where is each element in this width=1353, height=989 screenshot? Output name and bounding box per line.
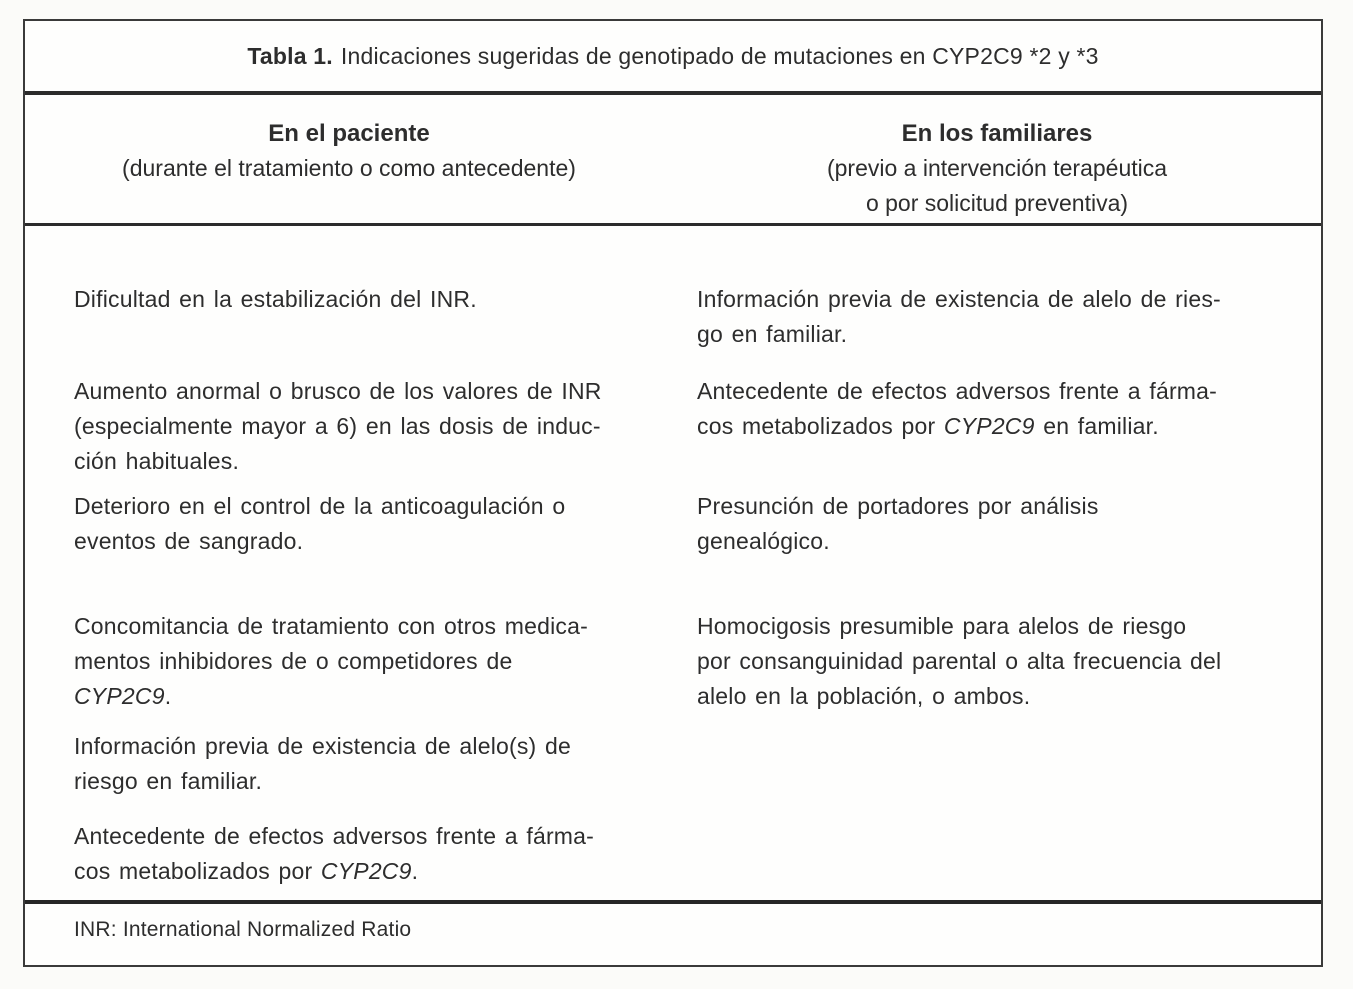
header-cell-paciente [25,116,673,223]
text-line [697,644,1268,679]
text-line [74,644,649,679]
table-row [74,609,1268,729]
text-segment: cos metabolizados por [697,413,944,439]
text-line [74,819,649,854]
text-line [74,374,649,409]
column-subheading-paciente [25,151,673,186]
text-line [673,151,1321,186]
text-segment: Deterioro en el control de la anticoagulación o [74,493,566,519]
text-line [697,409,1268,444]
text-segment: Aumento anormal o brusco de los valores de INR [74,378,602,404]
table-row [74,729,1268,819]
header-cell-familiares [673,116,1321,223]
text-segment: cos metabolizados por [74,858,321,884]
table-cell-left [74,729,649,799]
italic-text: CYP2C9 [74,683,165,709]
table-cell-right [697,609,1268,714]
table-footnote [25,900,1321,965]
text-segment: (previo a intervención terapéutica [826,155,1168,181]
table-cell-left [74,489,649,559]
text-segment: alelo en la población, o ambos. [697,683,1031,709]
text-line [697,609,1268,644]
text-segment: . [164,683,172,709]
table-row [74,282,1268,374]
text-segment: Concomitancia de tratamiento con otros medica- [74,613,588,639]
text-line [74,764,649,799]
table-cell-left [74,819,649,889]
text-segment: Presunción de portadores por análisis [697,493,1099,519]
column-heading-paciente: En el paciente [268,120,430,147]
text-line [697,282,1268,317]
table-cell-right [697,489,1268,559]
table-body [25,226,1321,900]
text-segment: Antecedente de efectos adversos frente a fárma- [74,823,595,849]
table-cell-left [74,282,649,317]
text-segment: (especialmente mayor a 6) en las dosis de induc- [74,413,601,439]
footnote-text: INR: International Normalized Ratio [74,918,412,941]
text-line [74,282,649,317]
text-line [74,524,649,559]
table-header [25,95,1321,226]
text-segment: riesgo en familiar. [74,768,263,794]
text-line [74,854,649,889]
text-segment: ción habituales. [74,448,240,474]
column-subheading-familiares [673,151,1321,221]
text-line [697,524,1268,559]
column-heading-familiares: En los familiares [901,120,1093,147]
text-line [74,489,649,524]
text-segment: mentos inhibidores de o competidores de [74,648,513,674]
text-segment: por consanguinidad parental o alta frecuencia del [697,648,1222,674]
text-segment: o por solicitud preventiva) [865,190,1129,216]
text-line [673,186,1321,221]
italic-text: CYP2C9 [943,413,1035,439]
table-1 [23,19,1323,967]
table-cell-left [74,374,649,479]
italic-text: CYP2C9 [320,858,412,884]
table-title [25,21,1321,95]
text-line [697,374,1268,409]
text-line [74,444,649,479]
text-segment: Dificultad en la estabilización del INR. [74,286,477,312]
table-title-text: Indicaciones sugeridas de genotipado de mutaciones en CYP2C9 *2 y *3 [340,42,1099,69]
table-row [74,489,1268,609]
table-cell-right [697,374,1268,444]
table-title-label: Tabla 1. [247,42,333,69]
text-line [74,609,649,644]
text-segment: eventos de sangrado. [74,528,304,554]
table-row [74,819,1268,889]
table-row [74,374,1268,489]
text-segment: go en familiar. [697,321,848,347]
text-line [697,317,1268,352]
text-line [25,151,673,186]
text-line [74,729,649,764]
text-line [697,679,1268,714]
text-segment: Antecedente de efectos adversos frente a fárma- [697,378,1218,404]
text-line [74,679,649,714]
text-segment: . [411,858,419,884]
table-cell-left [74,609,649,714]
text-segment: Información previa de existencia de alelo(s) de [74,733,571,759]
table-cell-right [697,282,1268,352]
text-line [74,409,649,444]
text-segment: genealógico. [697,528,830,554]
text-segment: Información previa de existencia de alelo de ries- [697,286,1221,312]
text-segment: en familiar. [1034,413,1159,439]
text-segment: (durante el tratamiento o como antecedente) [122,155,576,181]
text-line [697,489,1268,524]
text-segment: Homocigosis presumible para alelos de riesgo [697,613,1187,639]
